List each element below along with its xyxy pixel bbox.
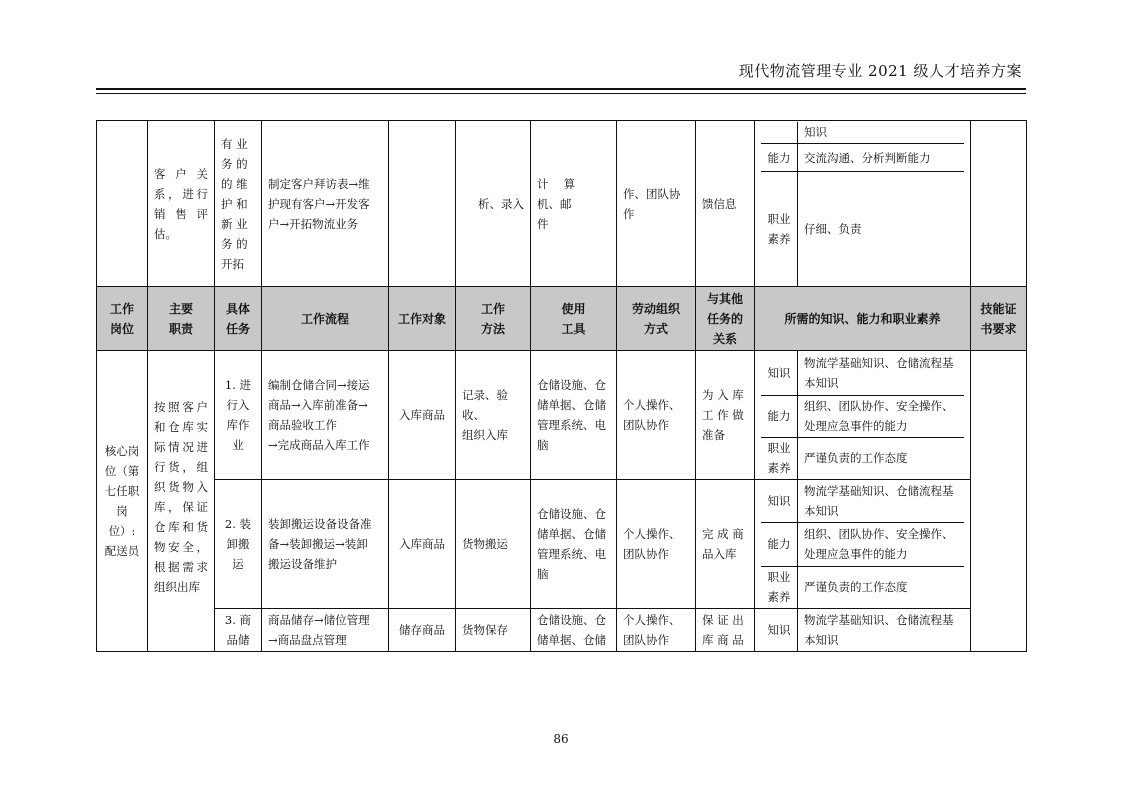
cont-ability-text: 交流沟通、分析判断能力 [798,144,965,172]
org-text: 个人操作、 团队协作 [623,527,681,561]
ability-label: 能力 [761,522,798,566]
knowledge-label: 知识 [761,351,798,395]
header-duty: 主要 职责 [148,287,215,351]
relation-cell [696,351,755,480]
method-cell: 货物搬运 [456,480,531,609]
header-object: 工作对象 [389,287,456,351]
kaq-cell [755,480,971,609]
table-row [97,351,1027,480]
relation-text: 保 证 出 库 商 品 [702,613,744,647]
post-name-text: 核心岗 位（第 七任职 岗位）: 配送员 [104,444,140,558]
quality-text: 严谨负责的工作态度 [798,437,965,479]
ability-text: 组织、团队协作、安全操作、 处理应急事件的能力 [798,395,965,437]
table-row [97,480,1027,609]
method-cell [456,351,531,480]
header-rule-thin [96,93,1026,94]
post-duty-text: 按照客户 和仓库实 际情况进 行货，组 织货物入 库，保证 仓库和货 物安全， 根据需求 组织出库 [154,400,208,594]
tools-text: 仓储设施、仓 储单据、仓储 [537,613,606,647]
cont-flow-text: 制定客户拜访表→维 护现有客户→开发客 户→开拓物流业务 [268,176,370,231]
header-method: 工作 方法 [456,287,531,351]
cont-task-text: 有 业 务 的 的 维 护 和 新 业 务 的 开拓 [221,136,248,271]
object-cell: 储存商品 [389,609,456,652]
method-cell: 货物保存 [456,609,531,652]
task-cell [215,351,262,480]
cont-kaq-cell [755,121,971,287]
task-cell [215,480,262,609]
org-cell [617,609,696,652]
cont-method-text: 析、录入 [478,196,524,211]
ability-label: 能力 [761,395,798,437]
flow-cell [262,351,389,480]
header-cert: 技能证 书要求 [971,287,1027,351]
cont-method-cell [456,121,531,287]
continuation-row [97,121,1027,287]
header-relation: 与其他 任务的 关系 [696,287,755,351]
cont-knowledge-text: 知识 [804,125,827,140]
org-cell [617,480,696,609]
kaq-cell [755,351,971,480]
cont-post-cell [97,121,148,287]
header-task: 具体 任务 [215,287,262,351]
quality-label: 职业 素养 [761,437,798,479]
cont-relation-text: 馈信息 [702,196,737,211]
header-post: 工作 岗位 [97,287,148,351]
org-cell [617,351,696,480]
flow-text: 商品储存→储位管理 →商品盘点管理 [268,613,370,647]
cont-org-text: 作、团队协作 [623,186,681,221]
quality-text: 严谨负责的工作态度 [798,566,965,608]
cont-relation-cell [696,121,755,287]
cont-object-cell [389,121,456,287]
task-cell [215,609,262,652]
org-text: 个人操作、 团队协作 [623,613,681,647]
training-plan-table [96,120,1027,652]
cont-tools-cell [531,121,617,287]
cont-duty-text: 客 户 关 系，进行 销 售 评 估。 [154,166,208,241]
task-text: 2. 装 卸搬 运 [224,517,252,571]
kaq-subtable [761,609,964,651]
cont-quality-label: 职业 素养 [761,172,798,286]
cont-cert-cell [971,121,1027,287]
knowledge-text: 物流学基础知识、仓储流程基 本知识 [804,355,954,390]
knowledge-text: 物流学基础知识、仓储流程基 本知识 [804,483,954,518]
header-tools: 使用 工具 [531,287,617,351]
relation-text: 完 成 商 品入库 [702,527,744,561]
cont-flow-cell [262,121,389,287]
table-header-row [97,287,1027,351]
tools-cell [531,609,617,652]
flow-text: 编制仓储合同→接运 商品→入库前准备→ 商品验收工作 →完成商品入库工作 [268,378,370,452]
relation-cell [696,480,755,609]
flow-cell [262,480,389,609]
cont-knowledge-label [761,122,798,144]
method-text: 记录、验收、 组织入库 [462,388,508,442]
kaq-subtable [761,480,964,608]
object-cell: 入库商品 [389,351,456,480]
task-text: 1. 进 行入 库作 业 [224,378,252,452]
knowledge-text: 物流学基础知识、仓储流程基 本知识 [804,613,954,647]
post-duty-cell [148,351,215,652]
kaq-subtable [761,351,964,479]
page-number: 86 [553,732,569,746]
cont-ability-label: 能力 [761,144,798,172]
org-text: 个人操作、 团队协作 [623,398,681,432]
tools-text: 仓储设施、仓 储单据、仓储 管理系统、电 脑 [537,378,606,452]
cert-cell [971,351,1027,652]
task-text: 3. 商 品储 [224,613,252,647]
knowledge-label: 知识 [761,480,798,522]
header-flow: 工作流程 [262,287,389,351]
table-row [97,609,1027,652]
ability-text: 组织、团队协作、安全操作、 处理应急事件的能力 [798,522,965,566]
cont-quality-text: 仔细、负责 [798,172,965,286]
relation-cell [696,609,755,652]
object-cell: 入库商品 [389,480,456,609]
post-name-cell [97,351,148,652]
header-rule-thick [96,88,1026,90]
cont-task-cell [215,121,262,287]
header-kaq: 所需的知识、能力和职业素养 [755,287,971,351]
cont-duty-cell [148,121,215,287]
kaq-cell [755,609,971,652]
tools-cell [531,351,617,480]
knowledge-label: 知识 [761,609,798,651]
quality-label: 职业 素养 [761,566,798,608]
tools-text: 仓储设施、仓 储单据、仓储 管理系统、电 脑 [537,507,606,581]
document-header-title: 现代物流管理专业 2021 级人才培养方案 [738,62,1022,80]
tools-cell [531,480,617,609]
cont-kaq-subtable [761,122,964,286]
cont-tools-text: 计 算 机、邮 件 [537,176,576,231]
header-org: 劳动组织 方式 [617,287,696,351]
cont-org-cell [617,121,696,287]
flow-text: 装卸搬运设备设备准 备→装卸搬运→装卸 搬运设备维护 [268,517,372,571]
relation-text: 为 入 库 工 作 做 准备 [702,388,744,442]
flow-cell [262,609,389,652]
